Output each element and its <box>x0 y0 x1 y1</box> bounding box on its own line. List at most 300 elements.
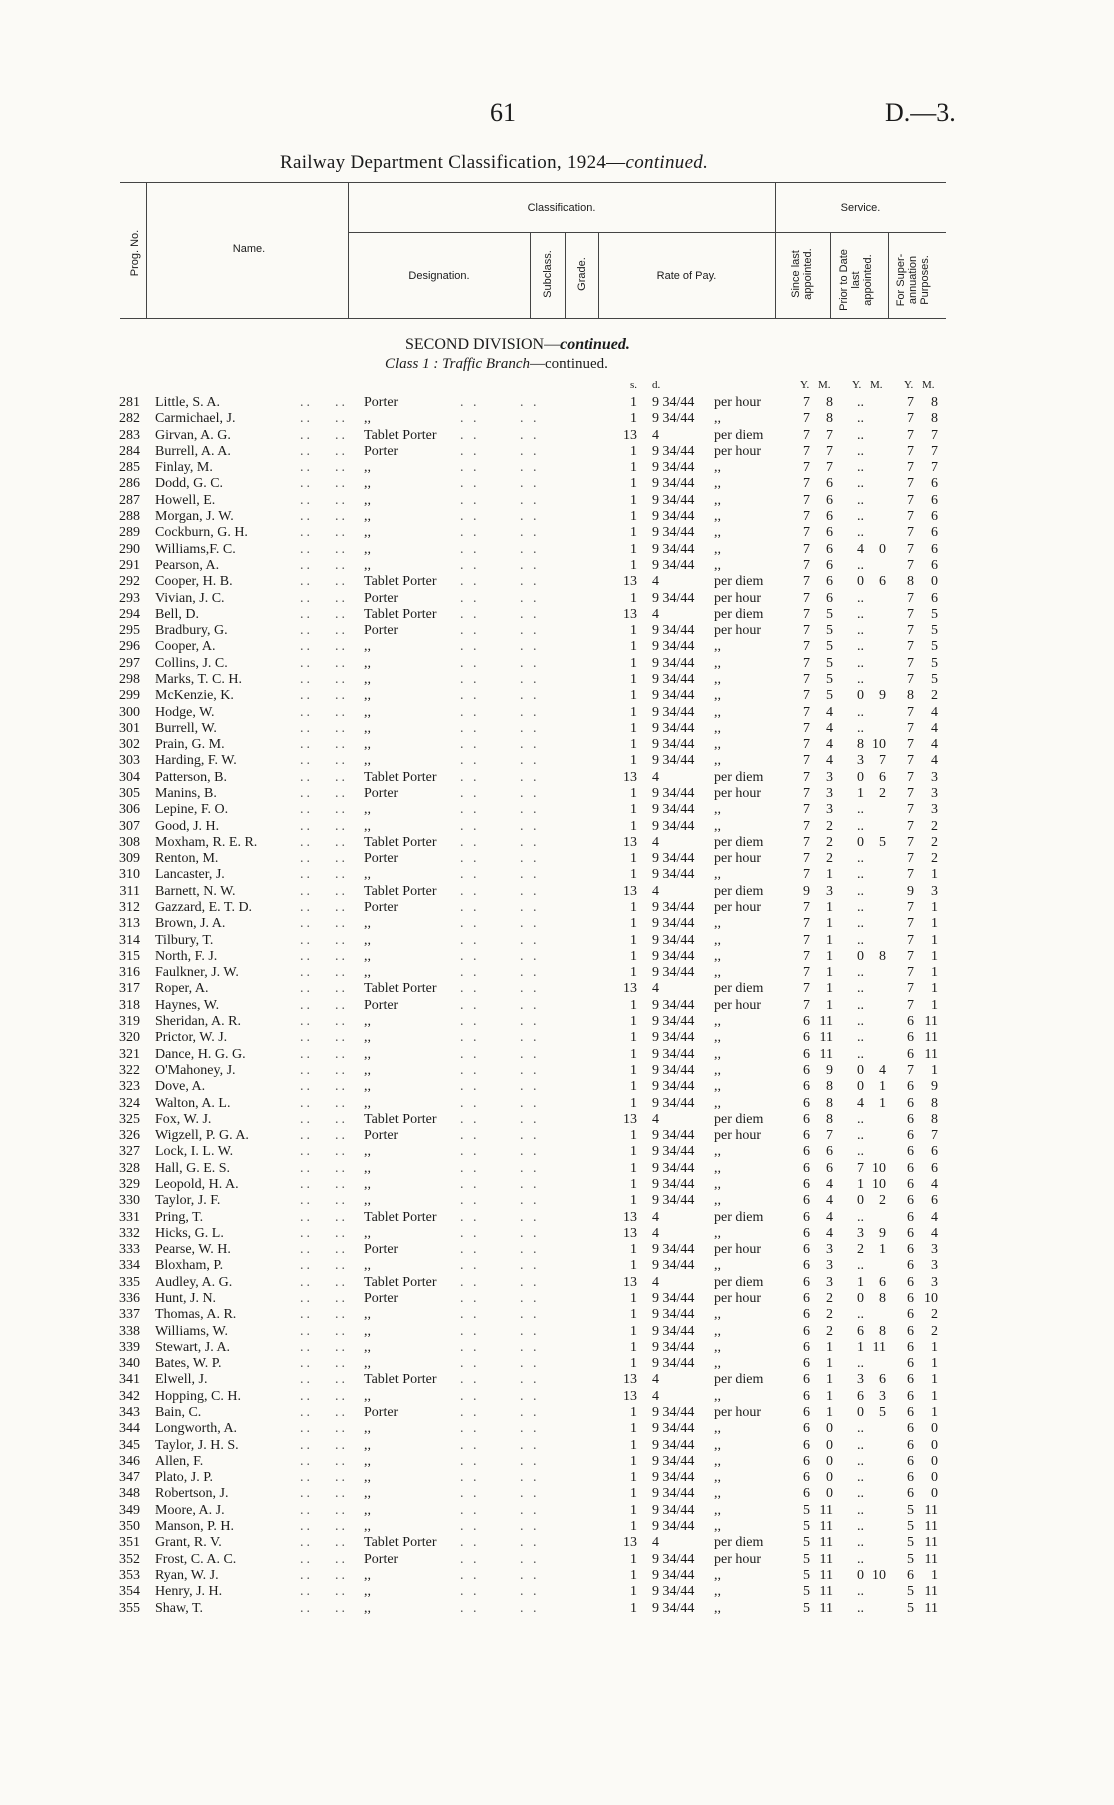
since-last-years: 6 <box>803 1307 810 1323</box>
staff-name: Good, J. H. <box>155 818 220 834</box>
superannuation-years: 7 <box>907 704 914 720</box>
prior-years: .. <box>857 1600 864 1616</box>
name-leader: .. <box>300 867 313 883</box>
designation: Porter <box>364 623 399 639</box>
name-leader: .. <box>300 802 313 818</box>
rate-unit: ,, <box>714 1600 721 1616</box>
prior-months: 10 <box>872 1160 886 1176</box>
staff-name: Lepine, F. O. <box>155 802 229 818</box>
rate-unit: ,, <box>714 720 721 736</box>
designation-leader: . . <box>460 1176 480 1192</box>
header-designation: Designation. <box>408 270 470 282</box>
header-divider-1 <box>146 182 147 318</box>
table-row <box>0 1324 1114 1340</box>
table-row <box>0 1177 1114 1193</box>
since-last-years: 6 <box>803 1193 810 1209</box>
rate-unit: per hour <box>714 1290 762 1306</box>
designation-leader: . . <box>460 688 480 704</box>
rate-leader: . . <box>520 802 540 818</box>
name-leader: .. <box>300 737 313 753</box>
rate-leader: . . <box>520 1519 540 1534</box>
since-last-years: 7 <box>803 948 810 964</box>
rate-pence: 4 <box>652 1225 659 1241</box>
since-last-months: 5 <box>826 688 833 704</box>
name-leader-2: .. <box>335 1388 348 1404</box>
rate-pence: 9 34/44 <box>652 1176 695 1192</box>
since-last-years: 6 <box>803 1176 810 1192</box>
table-row <box>0 1405 1114 1421</box>
prog-no: 333 <box>119 1242 140 1258</box>
rate-leader: . . <box>520 818 540 834</box>
name-leader: .. <box>300 671 313 687</box>
designation: ,, <box>364 1339 371 1355</box>
prior-years: 0 <box>857 834 864 850</box>
superannuation-years: 6 <box>907 1567 914 1583</box>
designation: ,, <box>364 1307 371 1323</box>
rate-pence: 4 <box>652 1388 659 1404</box>
name-leader-2: .. <box>335 1519 348 1534</box>
name-leader: .. <box>300 1535 313 1551</box>
superannuation-months: 6 <box>931 590 938 606</box>
superannuation-years: 7 <box>907 786 914 801</box>
superannuation-years: 7 <box>907 818 914 834</box>
prog-no: 307 <box>119 818 140 834</box>
since-last-months: 6 <box>826 1144 833 1160</box>
name-leader-2: .. <box>335 1046 348 1062</box>
name-leader-2: .. <box>335 1535 348 1551</box>
superannuation-years: 7 <box>907 606 914 622</box>
since-last-months: 4 <box>826 737 833 753</box>
superannuation-years: 7 <box>907 867 914 883</box>
since-last-years: 7 <box>803 411 810 427</box>
since-last-years: 7 <box>803 557 810 573</box>
rate-unit: ,, <box>714 1388 721 1404</box>
superannuation-years: 7 <box>907 639 914 655</box>
since-last-years: 7 <box>803 802 810 818</box>
prog-no: 353 <box>119 1567 140 1583</box>
prior-years: .. <box>857 1014 864 1029</box>
prog-no: 340 <box>119 1356 140 1372</box>
rate-unit: ,, <box>714 492 721 508</box>
table-row <box>0 1258 1114 1274</box>
prior-years: .. <box>857 900 864 915</box>
designation-leader: . . <box>460 1388 480 1404</box>
designation-leader: . . <box>460 1584 480 1600</box>
since-last-months: 6 <box>826 590 833 606</box>
rate-shillings: 1 <box>630 1584 637 1600</box>
rate-unit: ,, <box>714 1453 721 1469</box>
designation: Porter <box>364 1128 399 1143</box>
rate-pence: 9 34/44 <box>652 541 695 557</box>
prog-no: 318 <box>119 997 140 1013</box>
superannuation-years: 7 <box>907 1062 914 1078</box>
designation-leader: . . <box>460 1470 480 1486</box>
rate-leader: . . <box>520 867 540 883</box>
since-last-months: 0 <box>826 1486 833 1502</box>
rate-shillings: 1 <box>630 1437 637 1453</box>
superannuation-years: 6 <box>907 1486 914 1502</box>
name-leader-2: .. <box>335 395 348 410</box>
table-row <box>0 835 1114 851</box>
prog-no: 350 <box>119 1519 140 1534</box>
since-last-months: 2 <box>826 1323 833 1339</box>
rate-unit: per diem <box>714 427 764 443</box>
prior-years: .. <box>857 704 864 720</box>
designation: Tablet Porter <box>364 1111 437 1127</box>
designation: ,, <box>364 1437 371 1453</box>
class-branch: Traffic Branch <box>442 356 531 372</box>
staff-name: Elwell, J. <box>155 1372 208 1388</box>
since-last-years: 5 <box>803 1584 810 1600</box>
rate-unit: ,, <box>714 1193 721 1209</box>
table-row <box>0 1128 1114 1144</box>
superannuation-years: 6 <box>907 1339 914 1355</box>
rate-unit: ,, <box>714 1062 721 1078</box>
rate-leader: . . <box>520 916 540 932</box>
name-leader: .. <box>300 427 313 443</box>
prior-months: 4 <box>879 1062 886 1078</box>
rate-pence: 4 <box>652 1535 659 1551</box>
rate-shillings: 13 <box>623 1388 637 1404</box>
since-last-months: 3 <box>826 786 833 801</box>
superannuation-years: 6 <box>907 1356 914 1372</box>
designation-leader: . . <box>460 1372 480 1388</box>
table-row <box>0 639 1114 655</box>
rate-shillings: 1 <box>630 509 637 524</box>
designation-leader: . . <box>460 1062 480 1078</box>
staff-name: Renton, M. <box>155 851 219 867</box>
designation: ,, <box>364 1062 371 1078</box>
rate-unit: ,, <box>714 916 721 932</box>
designation: ,, <box>364 1258 371 1274</box>
designation: ,, <box>364 476 371 492</box>
since-last-months: 5 <box>826 606 833 622</box>
since-last-years: 7 <box>803 932 810 948</box>
name-leader-2: .. <box>335 1339 348 1355</box>
name-leader-2: .. <box>335 1258 348 1274</box>
table-row <box>0 916 1114 932</box>
since-last-years: 7 <box>803 688 810 704</box>
table-row <box>0 444 1114 460</box>
name-leader: .. <box>300 965 313 981</box>
designation-leader: . . <box>460 981 480 997</box>
rate-leader: . . <box>520 541 540 557</box>
prior-years: .. <box>857 639 864 655</box>
name-leader: .. <box>300 932 313 948</box>
prog-no: 341 <box>119 1372 140 1388</box>
rate-pence: 9 34/44 <box>652 1258 695 1274</box>
rate-leader: . . <box>520 1372 540 1388</box>
prior-years: .. <box>857 1111 864 1127</box>
prog-no: 311 <box>119 883 140 899</box>
rate-unit: per diem <box>714 1535 764 1551</box>
prior-months: 11 <box>872 1339 886 1355</box>
rate-shillings: 1 <box>630 818 637 834</box>
staff-name: Fox, W. J. <box>155 1111 212 1127</box>
section-heading-text: SECOND DIVISION— <box>405 336 561 353</box>
staff-name: Collins, J. C. <box>155 655 228 671</box>
name-leader: .. <box>300 1209 313 1225</box>
table-row <box>0 525 1114 541</box>
prior-years: .. <box>857 1258 864 1274</box>
staff-name: Faulkner, J. W. <box>155 965 239 981</box>
since-last-years: 6 <box>803 1453 810 1469</box>
table-row <box>0 1519 1114 1535</box>
header-divider-4 <box>565 232 566 318</box>
rate-unit: per hour <box>714 900 762 915</box>
designation: Porter <box>364 1290 399 1306</box>
prog-no: 351 <box>119 1535 140 1551</box>
class-continued: —continued. <box>530 356 608 372</box>
designation: ,, <box>364 509 371 524</box>
superannuation-months: 0 <box>931 1437 938 1453</box>
table-row <box>0 591 1114 607</box>
prior-years: .. <box>857 476 864 492</box>
superannuation-years: 6 <box>907 1453 914 1469</box>
designation: Tablet Porter <box>364 883 437 899</box>
name-leader: .. <box>300 818 313 834</box>
designation: ,, <box>364 1470 371 1486</box>
staff-name: Little, S. A. <box>155 395 220 410</box>
table-row <box>0 867 1114 883</box>
name-leader-2: .. <box>335 1160 348 1176</box>
rate-unit: ,, <box>714 1421 721 1437</box>
designation: ,, <box>364 1193 371 1209</box>
designation: Porter <box>364 443 399 459</box>
prior-months: 6 <box>879 769 886 785</box>
designation-leader: . . <box>460 867 480 883</box>
table-row <box>0 1307 1114 1323</box>
rate-shillings: 1 <box>630 1128 637 1143</box>
header-prior-to: Prior to Date last appointed. <box>838 249 874 311</box>
rate-shillings: 13 <box>623 1111 637 1127</box>
table-row <box>0 884 1114 900</box>
rate-pence: 9 34/44 <box>652 1421 695 1437</box>
rate-pence: 9 34/44 <box>652 1584 695 1600</box>
rate-leader: . . <box>520 1323 540 1339</box>
header-grade: Grade. <box>576 257 588 291</box>
staff-name: Pring, T. <box>155 1209 204 1225</box>
staff-name: Morgan, J. W. <box>155 509 234 524</box>
superannuation-years: 7 <box>907 460 914 476</box>
prog-no: 315 <box>119 948 140 964</box>
rate-leader: . . <box>520 1437 540 1453</box>
superannuation-months: 1 <box>931 900 938 915</box>
superannuation-years: 6 <box>907 1372 914 1388</box>
table-row <box>0 1470 1114 1486</box>
rate-pence: 4 <box>652 981 659 997</box>
rate-unit: per hour <box>714 997 762 1013</box>
rate-leader: . . <box>520 981 540 997</box>
name-leader: .. <box>300 1486 313 1502</box>
staff-name: Prain, G. M. <box>155 737 225 753</box>
prior-months: 6 <box>879 574 886 590</box>
table-row <box>0 574 1114 590</box>
name-leader-2: .. <box>335 802 348 818</box>
since-last-years: 7 <box>803 769 810 785</box>
superannuation-months: 3 <box>931 1258 938 1274</box>
prog-no: 322 <box>119 1062 140 1078</box>
table-row <box>0 1193 1114 1209</box>
since-last-months: 9 <box>826 1062 833 1078</box>
designation-leader: . . <box>460 1258 480 1274</box>
rate-unit: per hour <box>714 395 762 410</box>
prior-years: 0 <box>857 1290 864 1306</box>
table-row <box>0 933 1114 949</box>
rate-pence: 9 34/44 <box>652 802 695 818</box>
superannuation-months: 1 <box>931 981 938 997</box>
staff-name: Longworth, A. <box>155 1421 238 1437</box>
rate-pence: 9 34/44 <box>652 818 695 834</box>
name-leader: .. <box>300 834 313 850</box>
designation: ,, <box>364 1095 371 1111</box>
superannuation-years: 6 <box>907 1258 914 1274</box>
since-last-years: 9 <box>803 883 810 899</box>
superannuation-years: 7 <box>907 623 914 639</box>
rate-leader: . . <box>520 574 540 590</box>
name-leader-2: .. <box>335 476 348 492</box>
table-row <box>0 1568 1114 1584</box>
prior-years: .. <box>857 720 864 736</box>
since-last-months: 0 <box>826 1453 833 1469</box>
rate-shillings: 1 <box>630 916 637 932</box>
rate-pence: 9 34/44 <box>652 509 695 524</box>
since-last-months: 1 <box>826 981 833 997</box>
prior-years: .. <box>857 1421 864 1437</box>
rate-leader: . . <box>520 1470 540 1486</box>
rate-leader: . . <box>520 948 540 964</box>
superannuation-years: 7 <box>907 476 914 492</box>
designation-leader: . . <box>460 1274 480 1290</box>
table-row <box>0 1242 1114 1258</box>
unit-y-since: Y. <box>800 379 810 391</box>
prior-years: .. <box>857 932 864 948</box>
staff-name: Girvan, A. G. <box>155 427 231 443</box>
name-leader-2: .. <box>335 541 348 557</box>
rate-leader: . . <box>520 769 540 785</box>
name-leader-2: .. <box>335 769 348 785</box>
prog-no: 329 <box>119 1176 140 1192</box>
rate-leader: . . <box>520 737 540 753</box>
table-row <box>0 1210 1114 1226</box>
since-last-years: 6 <box>803 1128 810 1143</box>
superannuation-years: 6 <box>907 1323 914 1339</box>
name-leader: .. <box>300 1111 313 1127</box>
designation-leader: . . <box>460 509 480 524</box>
prior-years: 3 <box>857 1225 864 1241</box>
since-last-years: 7 <box>803 704 810 720</box>
superannuation-years: 7 <box>907 737 914 753</box>
rate-pence: 9 34/44 <box>652 492 695 508</box>
table-row <box>0 1454 1114 1470</box>
rate-unit: per diem <box>714 1209 764 1225</box>
designation-leader: . . <box>460 525 480 541</box>
staff-name: Hicks, G. L. <box>155 1225 224 1241</box>
designation: ,, <box>364 1030 371 1046</box>
name-leader: .. <box>300 639 313 655</box>
since-last-years: 6 <box>803 1160 810 1176</box>
name-leader-2: .. <box>335 737 348 753</box>
since-last-years: 6 <box>803 1079 810 1095</box>
since-last-years: 7 <box>803 981 810 997</box>
since-last-months: 2 <box>826 818 833 834</box>
table-row <box>0 411 1114 427</box>
rate-leader: . . <box>520 965 540 981</box>
since-last-months: 0 <box>826 1437 833 1453</box>
since-last-months: 11 <box>819 1502 833 1518</box>
prog-no: 316 <box>119 965 140 981</box>
name-leader-2: .. <box>335 1014 348 1029</box>
rate-shillings: 1 <box>630 443 637 459</box>
rate-unit: ,, <box>714 1079 721 1095</box>
prior-years: 0 <box>857 688 864 704</box>
rate-unit: ,, <box>714 1095 721 1111</box>
name-leader-2: .. <box>335 1486 348 1502</box>
prior-years: 0 <box>857 1193 864 1209</box>
staff-name: Bates, W. P. <box>155 1356 222 1372</box>
rate-pence: 4 <box>652 606 659 622</box>
name-leader-2: .. <box>335 1193 348 1209</box>
since-last-months: 1 <box>826 997 833 1013</box>
prior-years: .. <box>857 883 864 899</box>
prior-years: .. <box>857 655 864 671</box>
rate-shillings: 1 <box>630 1470 637 1486</box>
designation-leader: . . <box>460 1307 480 1323</box>
rate-unit: ,, <box>714 655 721 671</box>
prog-no: 281 <box>119 395 140 410</box>
since-last-years: 7 <box>803 720 810 736</box>
rate-pence: 9 34/44 <box>652 1242 695 1258</box>
prog-no: 309 <box>119 851 140 867</box>
rate-unit: ,, <box>714 1437 721 1453</box>
prior-months: 7 <box>879 753 886 769</box>
designation: ,, <box>364 1014 371 1029</box>
name-leader-2: .. <box>335 997 348 1013</box>
name-leader-2: .. <box>335 704 348 720</box>
superannuation-years: 7 <box>907 395 914 410</box>
since-last-years: 6 <box>803 1030 810 1046</box>
designation-leader: . . <box>460 1486 480 1502</box>
since-last-months: 7 <box>826 443 833 459</box>
since-last-years: 7 <box>803 395 810 410</box>
prog-no: 298 <box>119 671 140 687</box>
superannuation-years: 7 <box>907 981 914 997</box>
rate-leader: . . <box>520 1176 540 1192</box>
name-leader: .. <box>300 395 313 410</box>
name-leader-2: .. <box>335 1372 348 1388</box>
since-last-months: 3 <box>826 769 833 785</box>
designation: ,, <box>364 557 371 573</box>
rate-pence: 9 34/44 <box>652 1567 695 1583</box>
rate-shillings: 1 <box>630 639 637 655</box>
since-last-months: 8 <box>826 395 833 410</box>
staff-name: Bradbury, G. <box>155 623 228 639</box>
rate-shillings: 1 <box>630 1160 637 1176</box>
rate-leader: . . <box>520 525 540 541</box>
since-last-months: 11 <box>819 1014 833 1029</box>
prior-months: 6 <box>879 1372 886 1388</box>
designation-leader: . . <box>460 786 480 801</box>
superannuation-months: 1 <box>931 932 938 948</box>
designation-leader: . . <box>460 1193 480 1209</box>
rate-shillings: 1 <box>630 1567 637 1583</box>
superannuation-months: 8 <box>931 1095 938 1111</box>
name-leader-2: .. <box>335 720 348 736</box>
rate-pence: 4 <box>652 1372 659 1388</box>
rate-shillings: 1 <box>630 541 637 557</box>
name-leader-2: .. <box>335 590 348 606</box>
rate-leader: . . <box>520 834 540 850</box>
